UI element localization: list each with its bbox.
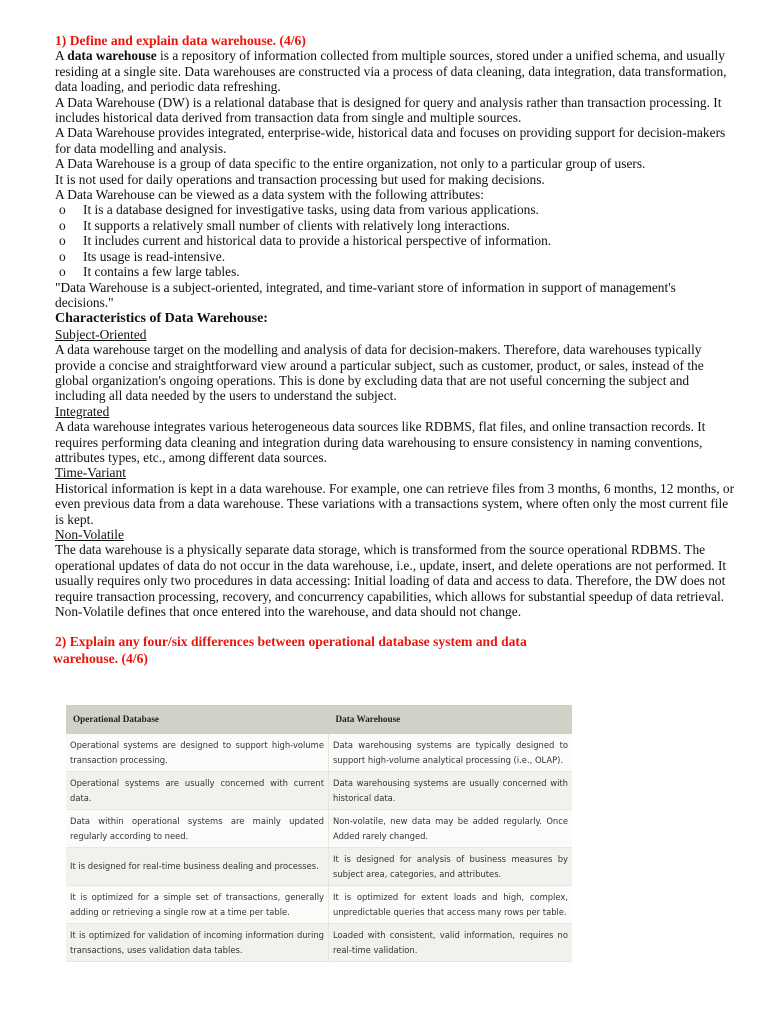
header-data-warehouse: Data Warehouse	[329, 705, 573, 734]
table-row	[66, 810, 572, 848]
paragraph-dw-integrated: A Data Warehouse provides integrated, enterprise-wide, historical data and focuses on providing support for decision-makers for data modelling and analysis.	[55, 125, 726, 156]
bullet-marker: o	[59, 202, 66, 218]
table-cell: Data warehousing systems are typically designed to support high-volume analytical processing (i.e., OLAP).	[329, 734, 573, 772]
list-item	[55, 249, 735, 264]
table-cell: It is optimized for extent loads and high, complex, unpredictable queries that access many rows per table.	[329, 886, 573, 924]
question-2-title	[55, 633, 735, 667]
table-cell: Data within operational systems are mainly updated regularly according to need.	[66, 810, 329, 848]
integrated-text: A data warehouse integrates various heterogeneous data sources like RDBMS, flat files, and online transaction records. It requires performing data cleaning and integration during data warehousing to ensure consistency in naming conventions, attributes types, etc., among different data sources.	[55, 419, 706, 465]
list-item-text: It supports a relatively small number of clients with relatively long interactions.	[83, 217, 510, 233]
table-cell: It is designed for analysis of business measures by subject area, categories, and attributes.	[329, 848, 573, 886]
paragraph-dw-decisions: It is not used for daily operations and transaction processing but used for making decisions.	[55, 171, 545, 187]
non-volatile-heading: Non-Volatile	[55, 527, 124, 542]
integrated-heading: Integrated	[55, 403, 110, 419]
table-row	[66, 734, 572, 772]
bullet-marker: o	[59, 233, 66, 249]
list-item	[55, 233, 735, 248]
list-item	[55, 218, 735, 233]
table-row	[66, 772, 572, 810]
characteristics-heading: Characteristics of Data Warehouse:	[55, 311, 268, 327]
comparison-table	[66, 705, 572, 962]
table-cell: Non-volatile, new data may be added regularly. Once Added rarely changed.	[329, 810, 573, 848]
list-item-text: Its usage is read-intensive.	[83, 248, 226, 264]
subject-oriented-heading: Subject-Oriented	[55, 326, 147, 342]
table-cell: Operational systems are designed to support high-volume transaction processing.	[66, 734, 329, 772]
table-cell: Data warehousing systems are usually concerned with historical data.	[329, 772, 573, 810]
definition-text: is a repository of information collected from multiple sources, stored under a unified schema, and usually residing at a single site. Data warehouses are constructed via a process of data cleaning, data integration, data transformation, data loading, and periodic data refreshing.	[55, 48, 727, 95]
table-row	[66, 924, 572, 962]
non-volatile-text: The data warehouse is a physically separate data storage, which is transformed from the source operational RDBMS. The operational updates of data do not occur in the data warehouse, i.e., update, insert, and delete operations are not performed. It usually requires only two procedures in data accessing: Initial loading of data and access to data. Therefore, the DW does not require transaction processing, recovery, and concurrency capabilities, which allows for substantial speedup of data retrieval. Non-Volatile defines that once entered into the warehouse, and data should not change.	[55, 542, 727, 620]
paragraph-dw-attributes-intro: A Data Warehouse can be viewed as a data system with the following attributes:	[55, 187, 484, 203]
definition-paragraph	[55, 48, 735, 94]
table-row	[66, 848, 572, 886]
table-cell: It is designed for real-time business dealing and processes.	[66, 848, 329, 886]
list-item-text: It includes current and historical data to provide a historical perspective of information.	[83, 233, 552, 249]
definition-quote: "Data Warehouse is a subject-oriented, integrated, and time-variant store of information in support of management's decisions."	[55, 279, 676, 310]
table-cell: Loaded with consistent, valid information, requires no real-time validation.	[329, 924, 573, 962]
bullet-marker: o	[59, 217, 66, 233]
table-row	[66, 886, 572, 924]
list-item-text: It is a database designed for investigative tasks, using data from various applications.	[83, 202, 539, 218]
time-variant-text: Historical information is kept in a data warehouse. For example, one can retrieve files from 3 months, 6 months, 12 months, or even previous data from a data warehouse. These variations with a transactions system, where often only the most current file is kept.	[55, 480, 735, 527]
table-cell: Operational systems are usually concerned with current data.	[66, 772, 329, 810]
table-cell: It is optimized for a simple set of transactions, generally adding or retrieving a single row at a time per table.	[66, 886, 329, 924]
paragraph-dw-organization: A Data Warehouse is a group of data specific to the entire organization, not only to a particular group of users.	[55, 156, 646, 172]
attributes-list	[55, 202, 735, 279]
table-cell: It is optimized for validation of incoming information during transactions, uses validation data tables.	[66, 924, 329, 962]
paragraph-dw-relational: A Data Warehouse (DW) is a relational database that is designed for query and analysis rather than transaction processing. It includes historical data derived from transaction data from single and multiple sources.	[55, 94, 722, 126]
list-item-text: It contains a few large tables.	[83, 264, 240, 280]
table-header-row	[66, 705, 572, 734]
header-operational-database: Operational Database	[66, 705, 329, 734]
subject-oriented-text: A data warehouse target on the modelling and analysis of data for decision-makers. Therefore, data warehouses typically provide a concise and straightforward view around a particular subject, such as customer, product, or sales, instead of the global organization's ongoing operations. This is done by excluding data that are not useful concerning the subject and including all data needed by the users to understand the subject.	[55, 342, 704, 404]
question-2-title-line-1: 2) Explain any four/six differences between operational database system and data	[55, 634, 527, 650]
bullet-marker: o	[59, 248, 66, 264]
document-page	[55, 33, 735, 667]
list-item	[55, 202, 735, 217]
bullet-marker: o	[59, 264, 66, 280]
question-1-title: 1) Define and explain data warehouse. (4/6)	[55, 33, 306, 48]
definition-lead: A	[55, 48, 68, 64]
definition-term: data warehouse	[67, 48, 157, 64]
question-2-title-line-2: warehouse. (4/6)	[53, 651, 148, 667]
time-variant-heading: Time-Variant	[55, 465, 126, 481]
list-item	[55, 264, 735, 279]
